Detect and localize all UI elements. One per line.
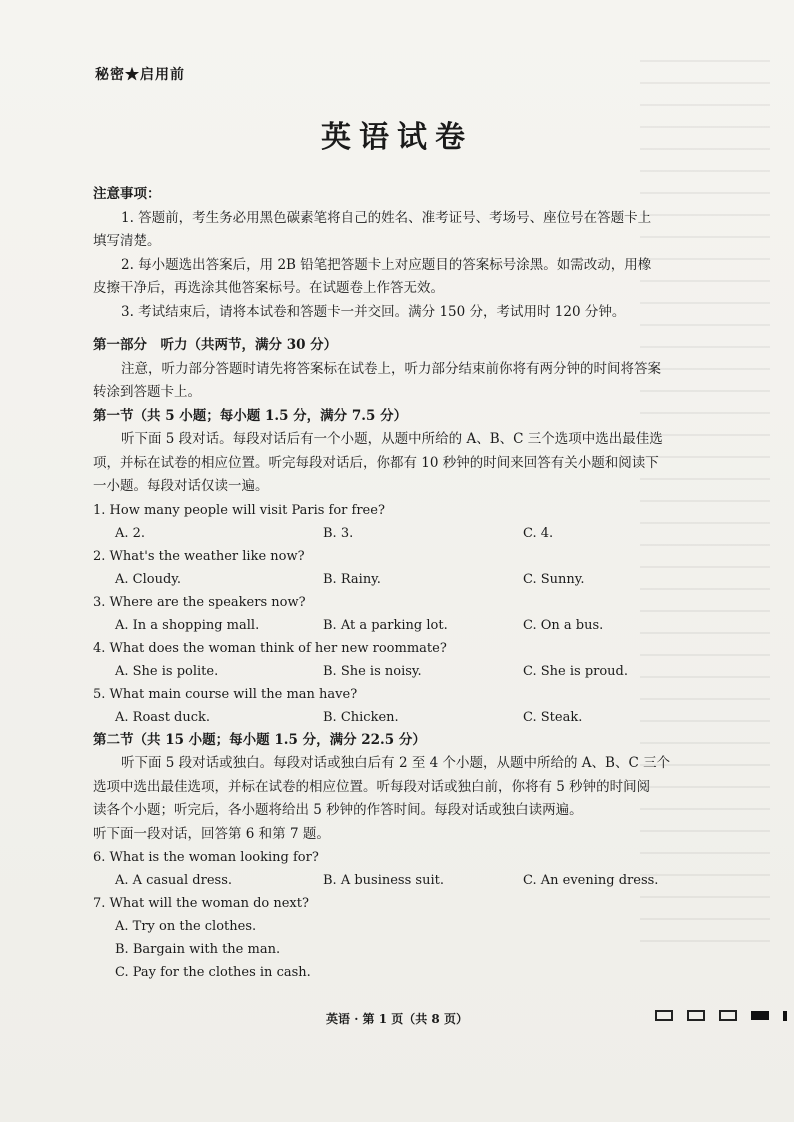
exam-body (93, 183, 733, 984)
question-options (93, 660, 733, 683)
section2-instr: 听下面 5 段对话或独白。每段对话或独白后有 2 至 4 个小题，从题中所给的 A、B、C 三个 (121, 755, 671, 771)
option-c[interactable]: C. Sunny. (523, 571, 585, 587)
option-a[interactable]: A. Try on the clothes. (115, 919, 257, 934)
question-stem: 6. What is the woman looking for? (93, 850, 319, 865)
part1-heading: 第一部分 听力（共两节，满分 30 分） (93, 337, 338, 353)
scan-box-mark (719, 1010, 737, 1021)
option-b[interactable]: B. A business suit. (323, 873, 444, 888)
scan-marks (655, 1010, 787, 1021)
option-a[interactable]: A. She is polite. (115, 663, 219, 679)
option-b[interactable]: B. 3. (323, 525, 354, 541)
note-item-3: 3. 考试结束后，请将本试卷和答题卡一并交回。满分 150 分，考试用时 120 分钟。 (121, 303, 626, 320)
scan-box-mark (687, 1010, 705, 1021)
section2-heading: 第二节（共 15 小题；每小题 1.5 分，满分 22.5 分） (93, 731, 426, 748)
question-options (93, 568, 733, 591)
option-c[interactable]: C. On a bus. (523, 617, 604, 633)
option-a[interactable]: A. A casual dress. (115, 873, 232, 888)
option-b[interactable]: B. Chicken. (323, 709, 399, 725)
section1-instr-cont: 项，并标在试卷的相应位置。听完每段对话后，你都有 10 秒钟的时间来回答有关小题和阅读下 (93, 454, 659, 471)
option-a[interactable]: A. Roast duck. (115, 709, 211, 725)
option-c[interactable]: C. An evening dress. (523, 873, 659, 888)
part1-note: 注意，听力部分答题时请先将答案标在试卷上，听力部分结束前你将有两分钟的时间将答案 (121, 360, 661, 377)
notes-heading: 注意事项： (93, 186, 161, 202)
option-c[interactable]: C. Pay for the clothes in cash. (115, 965, 311, 980)
section2-instr-cont2: 读各个小题；听完后，各小题将给出 5 秒钟的作答时间。每段对话或独白读两遍。 (93, 802, 583, 818)
part1-note-cont: 转涂到答题卡上。 (93, 384, 201, 400)
section1-heading: 第一节（共 5 小题；每小题 1.5 分，满分 7.5 分） (93, 407, 408, 424)
note-item-1: 1. 答题前，考生务必用黑色碳素笔将自己的姓名、准考证号、考场号、座位号在答题卡上 (121, 209, 652, 226)
section1-instr: 听下面 5 段对话。每段对话后有一个小题，从题中所给的 A、B、C 三个选项中选出最佳选 (121, 431, 663, 447)
section2-instr-cont: 选项中选出最佳选项，并标在试卷的相应位置。听每段对话或独白前，你将有 5 秒钟的时间阅 (93, 778, 651, 795)
section1-instr-cont2: 一小题。每段对话仅读一遍。 (93, 478, 269, 494)
note-item-2-cont: 皮擦干净后，再选涂其他答案标号。在试题卷上作答无效。 (93, 280, 444, 296)
question-options (93, 706, 733, 729)
secret-label: 秘密★启用前 (95, 67, 185, 83)
question-stem: 3. Where are the speakers now? (93, 594, 306, 610)
scan-dot-mark (783, 1011, 787, 1021)
option-a[interactable]: A. In a shopping mall. (115, 617, 260, 633)
option-c[interactable]: C. 4. (523, 525, 554, 541)
question-stem: 4. What does the woman think of her new roommate? (93, 640, 447, 656)
scan-box-mark (655, 1010, 673, 1021)
option-c[interactable]: C. Steak. (523, 709, 583, 725)
question-options (93, 614, 733, 637)
question-options (93, 522, 733, 545)
dialogue-heading: 听下面一段对话，回答第 6 和第 7 题。 (93, 825, 330, 842)
question-stem: 7. What will the woman do next? (93, 896, 309, 911)
scan-solid-mark (751, 1011, 769, 1020)
option-b[interactable]: B. Bargain with the man. (115, 942, 281, 957)
question-options (93, 869, 733, 892)
question-stem: 5. What main course will the man have? (93, 686, 358, 702)
page-footer: 英语 · 第 1 页（共 8 页） (326, 1012, 468, 1026)
option-a[interactable]: A. Cloudy. (115, 571, 182, 587)
option-c[interactable]: C. She is proud. (523, 663, 629, 679)
option-b[interactable]: B. Rainy. (323, 571, 381, 587)
question-stem: 2. What's the weather like now? (93, 548, 305, 564)
question-stem: 1. How many people will visit Paris for free? (93, 502, 385, 518)
option-b[interactable]: B. She is noisy. (323, 663, 422, 679)
note-item-1-cont: 填写清楚。 (93, 233, 161, 249)
option-a[interactable]: A. 2. (115, 525, 146, 541)
page-title: 英语试卷 (321, 120, 473, 155)
option-b[interactable]: B. At a parking lot. (323, 617, 448, 633)
note-item-2: 2. 每小题选出答案后，用 2B 铅笔把答题卡上对应题目的答案标号涂黑。如需改动，用橡 (121, 256, 652, 273)
